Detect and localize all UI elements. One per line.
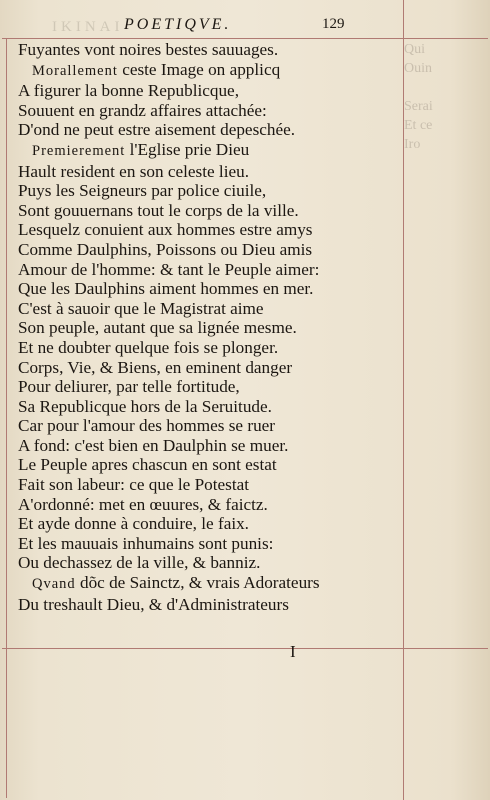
line-text: dõc de Sainctz, & vrais Adorateurs <box>75 573 320 593</box>
left-rule <box>6 38 7 798</box>
line-text: Amour de l'homme: & tant le Peuple aimer: <box>18 259 320 279</box>
ghost-header: IKINAI <box>52 19 124 35</box>
verse-line <box>18 475 408 495</box>
verse-line <box>18 240 408 260</box>
line-text: A fond: c'est bien en Daulphin se muer. <box>18 435 289 455</box>
verse-line <box>18 514 408 534</box>
line-text: Sont gouuernans tout le corps de la ville. <box>18 200 299 220</box>
line-text: Lesquelz conuient aux hommes estre amys <box>18 220 313 240</box>
small-caps-lead: Qvand <box>32 576 76 593</box>
line-text: A figurer la bonne Republicque, <box>18 81 239 101</box>
verse-line <box>18 162 408 182</box>
small-caps-lead: Premierement <box>32 142 126 159</box>
verse-line <box>18 279 408 299</box>
line-text: l'Eglise prie Dieu <box>125 139 250 159</box>
top-rule <box>2 38 488 39</box>
verse-line <box>18 377 408 397</box>
line-text: Corps, Vie, & Biens, en eminent danger <box>18 357 293 377</box>
page-number: 129 <box>322 16 345 32</box>
verse-line <box>18 573 408 595</box>
line-text: Et ne doubter quelque fois se plonger. <box>18 337 279 357</box>
facing-page-show-through: Qui Ouin Serai Et ce Iro <box>404 42 433 152</box>
verse-line <box>18 181 408 201</box>
line-text: Et ayde donne à conduire, le faix. <box>18 514 249 534</box>
verse-line <box>18 201 408 221</box>
verse-line <box>18 299 408 319</box>
line-text: Souuent en grandz affaires attachée: <box>18 100 267 120</box>
line-text: Puys les Seigneurs par police ciuile, <box>18 181 267 201</box>
line-text: Et les mauuais inhumains sont punis: <box>18 533 274 553</box>
verse-line <box>18 120 408 140</box>
line-text: C'est à sauoir que le Magistrat aime <box>18 298 264 318</box>
line-text: Comme Daulphins, Poissons ou Dieu amis <box>18 239 313 259</box>
line-text: Que les Daulphins aiment hommes en mer. <box>18 279 314 299</box>
line-text: Ou dechassez de la ville, & banniz. <box>18 553 261 573</box>
running-title: POETIQVE. <box>124 16 232 33</box>
verse-line <box>18 60 408 82</box>
line-text: Pour deliurer, par telle fortitude, <box>18 377 240 397</box>
verse-line <box>18 220 408 240</box>
line-text: Fait son labeur: ce que le Potestat <box>18 475 250 495</box>
line-text: Hault resident en son celeste lieu. <box>18 161 249 181</box>
verse-line <box>18 101 408 121</box>
small-caps-lead: Morallement <box>32 62 118 79</box>
verse-line <box>18 40 408 60</box>
verse-line <box>18 416 408 436</box>
verse-line <box>18 436 408 456</box>
verse-line <box>18 534 408 554</box>
verse-text <box>18 40 408 614</box>
signature-mark: I <box>290 642 296 661</box>
bottom-rule <box>2 648 488 649</box>
line-text: A'ordonné: met en œuures, & faictz. <box>18 494 268 514</box>
verse-line <box>18 455 408 475</box>
line-text: D'ond ne peut estre aisement depeschée. <box>18 120 296 140</box>
verse-line <box>18 358 408 378</box>
line-text: Le Peuple apres chascun en sont estat <box>18 455 277 475</box>
page-header <box>0 16 490 38</box>
line-text: ceste Image on applicq <box>117 59 281 79</box>
line-text: Sa Republicque hors de la Seruitude. <box>18 396 272 416</box>
verse-line <box>18 318 408 338</box>
line-text: Son peuple, autant que sa lignée mesme. <box>18 318 297 338</box>
line-text: Fuyantes vont noires bestes sauuages. <box>18 40 279 59</box>
verse-line <box>18 397 408 417</box>
line-text: Du treshault Dieu, & d'Administrateurs <box>18 594 289 614</box>
verse-line <box>18 595 408 615</box>
verse-line <box>18 338 408 358</box>
verse-line <box>18 81 408 101</box>
verse-line <box>18 553 408 573</box>
line-text: Car pour l'amour des hommes se ruer <box>18 416 276 436</box>
verse-line <box>18 495 408 515</box>
verse-line <box>18 260 408 280</box>
verse-line <box>18 140 408 162</box>
